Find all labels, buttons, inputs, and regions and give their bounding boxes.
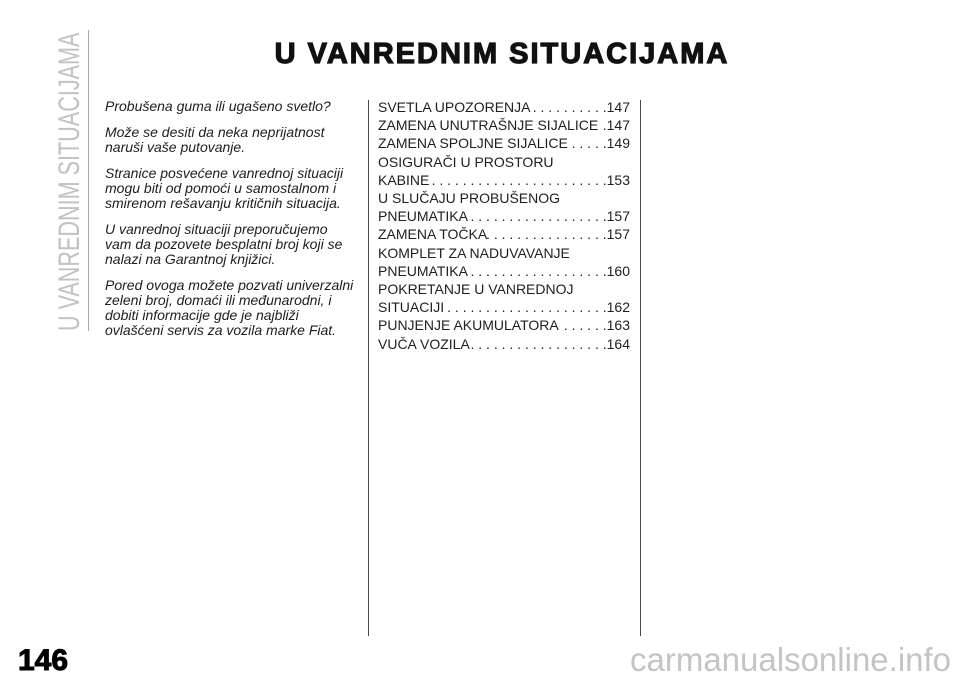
toc-dot-leader (429, 171, 606, 189)
toc-entry-line (378, 262, 630, 280)
site-watermark: carmanualsonline.info (630, 641, 952, 678)
toc-entry-title: VUČA VOZILA (378, 335, 470, 352)
toc-dot-leader (559, 316, 607, 334)
toc-entry-line (378, 98, 630, 116)
toc-entry-title: SVETLA UPOZORENJA (378, 99, 531, 115)
toc-entry (378, 280, 630, 316)
toc-page-number: 149 (606, 135, 630, 152)
toc-page-number: 162 (606, 299, 630, 316)
toc-entry (378, 153, 630, 189)
intro-column (105, 99, 363, 349)
toc-page-number: 163 (606, 317, 630, 334)
toc-entry-title: PUNJENJE AKUMULATORA (378, 317, 559, 334)
toc-entry-line (378, 316, 630, 334)
toc-entry-title: ZAMENA SPOLJNE SIJALICE (378, 135, 568, 152)
toc-entry (378, 335, 630, 353)
toc-entry-title-line: U SLUČAJU PROBUŠENOG (378, 190, 561, 207)
toc-entry-title-line: POKRETANJE U VANREDNOJ (378, 281, 574, 298)
page-title: U VANREDNIM SITUACIJAMA (274, 38, 730, 70)
toc-dot-leader (598, 116, 606, 134)
column-divider (368, 100, 369, 636)
side-tab-rule (88, 30, 89, 331)
toc-entry (378, 98, 630, 116)
toc-entry-title: PNEUMATIKA (378, 208, 468, 225)
column-divider-right (640, 100, 641, 636)
toc-entry-line (378, 171, 630, 189)
toc-dot-leader (487, 225, 606, 243)
toc-page-number: 157 (606, 226, 630, 243)
toc-entry (378, 316, 630, 334)
toc-dot-leader (444, 298, 607, 316)
intro-paragraph: Može se desiti da neka neprijatnost naruši vaše putovanje. (105, 124, 325, 155)
intro-paragraph: Probušena guma ili ugašeno svetlo? (105, 98, 331, 114)
toc-page-number: 153 (606, 171, 630, 188)
toc-entry-title-line: OSIGURAČI U PROSTORU (378, 153, 554, 170)
toc-page-number: 147 (606, 99, 630, 115)
intro-paragraph: Pored ovoga možete pozvati univerzalni zeleni broj, domaći ili međunarodni, i dobiti informacije gde je najbliži ovlašćeni servis za vozila marke Fiat. (105, 277, 354, 338)
toc-entry (378, 134, 630, 152)
toc-entry-line (378, 207, 630, 225)
toc-entry-title: ZAMENA TOČKA (378, 226, 488, 243)
toc-entry (378, 189, 630, 225)
toc-entry-title: ZAMENA UNUTRAŠNJE SIJALICE (378, 117, 599, 134)
toc-page-number: 164 (606, 335, 630, 352)
section-side-tab: U VANREDNIM SITUACIJAMA (53, 32, 86, 332)
intro-paragraph: U vanrednoj situaciji preporučujemo vam da pozovete besplatni broj koji se nalazi na Garantnoj knjižici. (105, 221, 343, 267)
toc-entry (378, 116, 630, 134)
toc-dot-leader (470, 335, 607, 353)
toc-dot-leader (468, 262, 607, 280)
toc-dot-leader (468, 207, 607, 225)
toc-entry-line (378, 298, 630, 316)
toc-page-number: 160 (606, 262, 630, 279)
intro-paragraph: Stranice posvećene vanrednoj situaciji mogu biti od pomoći u samostalnom i smirenom rešavanju kritičnih situacija. (105, 165, 344, 211)
toc-entry-line (378, 225, 630, 243)
toc-entry-title: PNEUMATIKA (378, 262, 468, 279)
toc-entry-line (378, 134, 630, 152)
toc-page-number: 147 (606, 117, 630, 134)
toc-page-number: 157 (606, 208, 630, 225)
table-of-contents (378, 98, 630, 353)
toc-entry (378, 225, 630, 243)
page-number: 146 (18, 644, 69, 677)
toc-entry-line (378, 116, 630, 134)
toc-dot-leader (530, 98, 606, 116)
toc-entry-title: KABINE (378, 171, 430, 188)
toc-entry (378, 244, 630, 280)
toc-entry-title: SITUACIJI (378, 299, 445, 316)
toc-entry-line (378, 335, 630, 353)
toc-dot-leader (568, 134, 607, 152)
toc-entry-title-line: KOMPLET ZA NADUVAVANJE (378, 244, 570, 261)
